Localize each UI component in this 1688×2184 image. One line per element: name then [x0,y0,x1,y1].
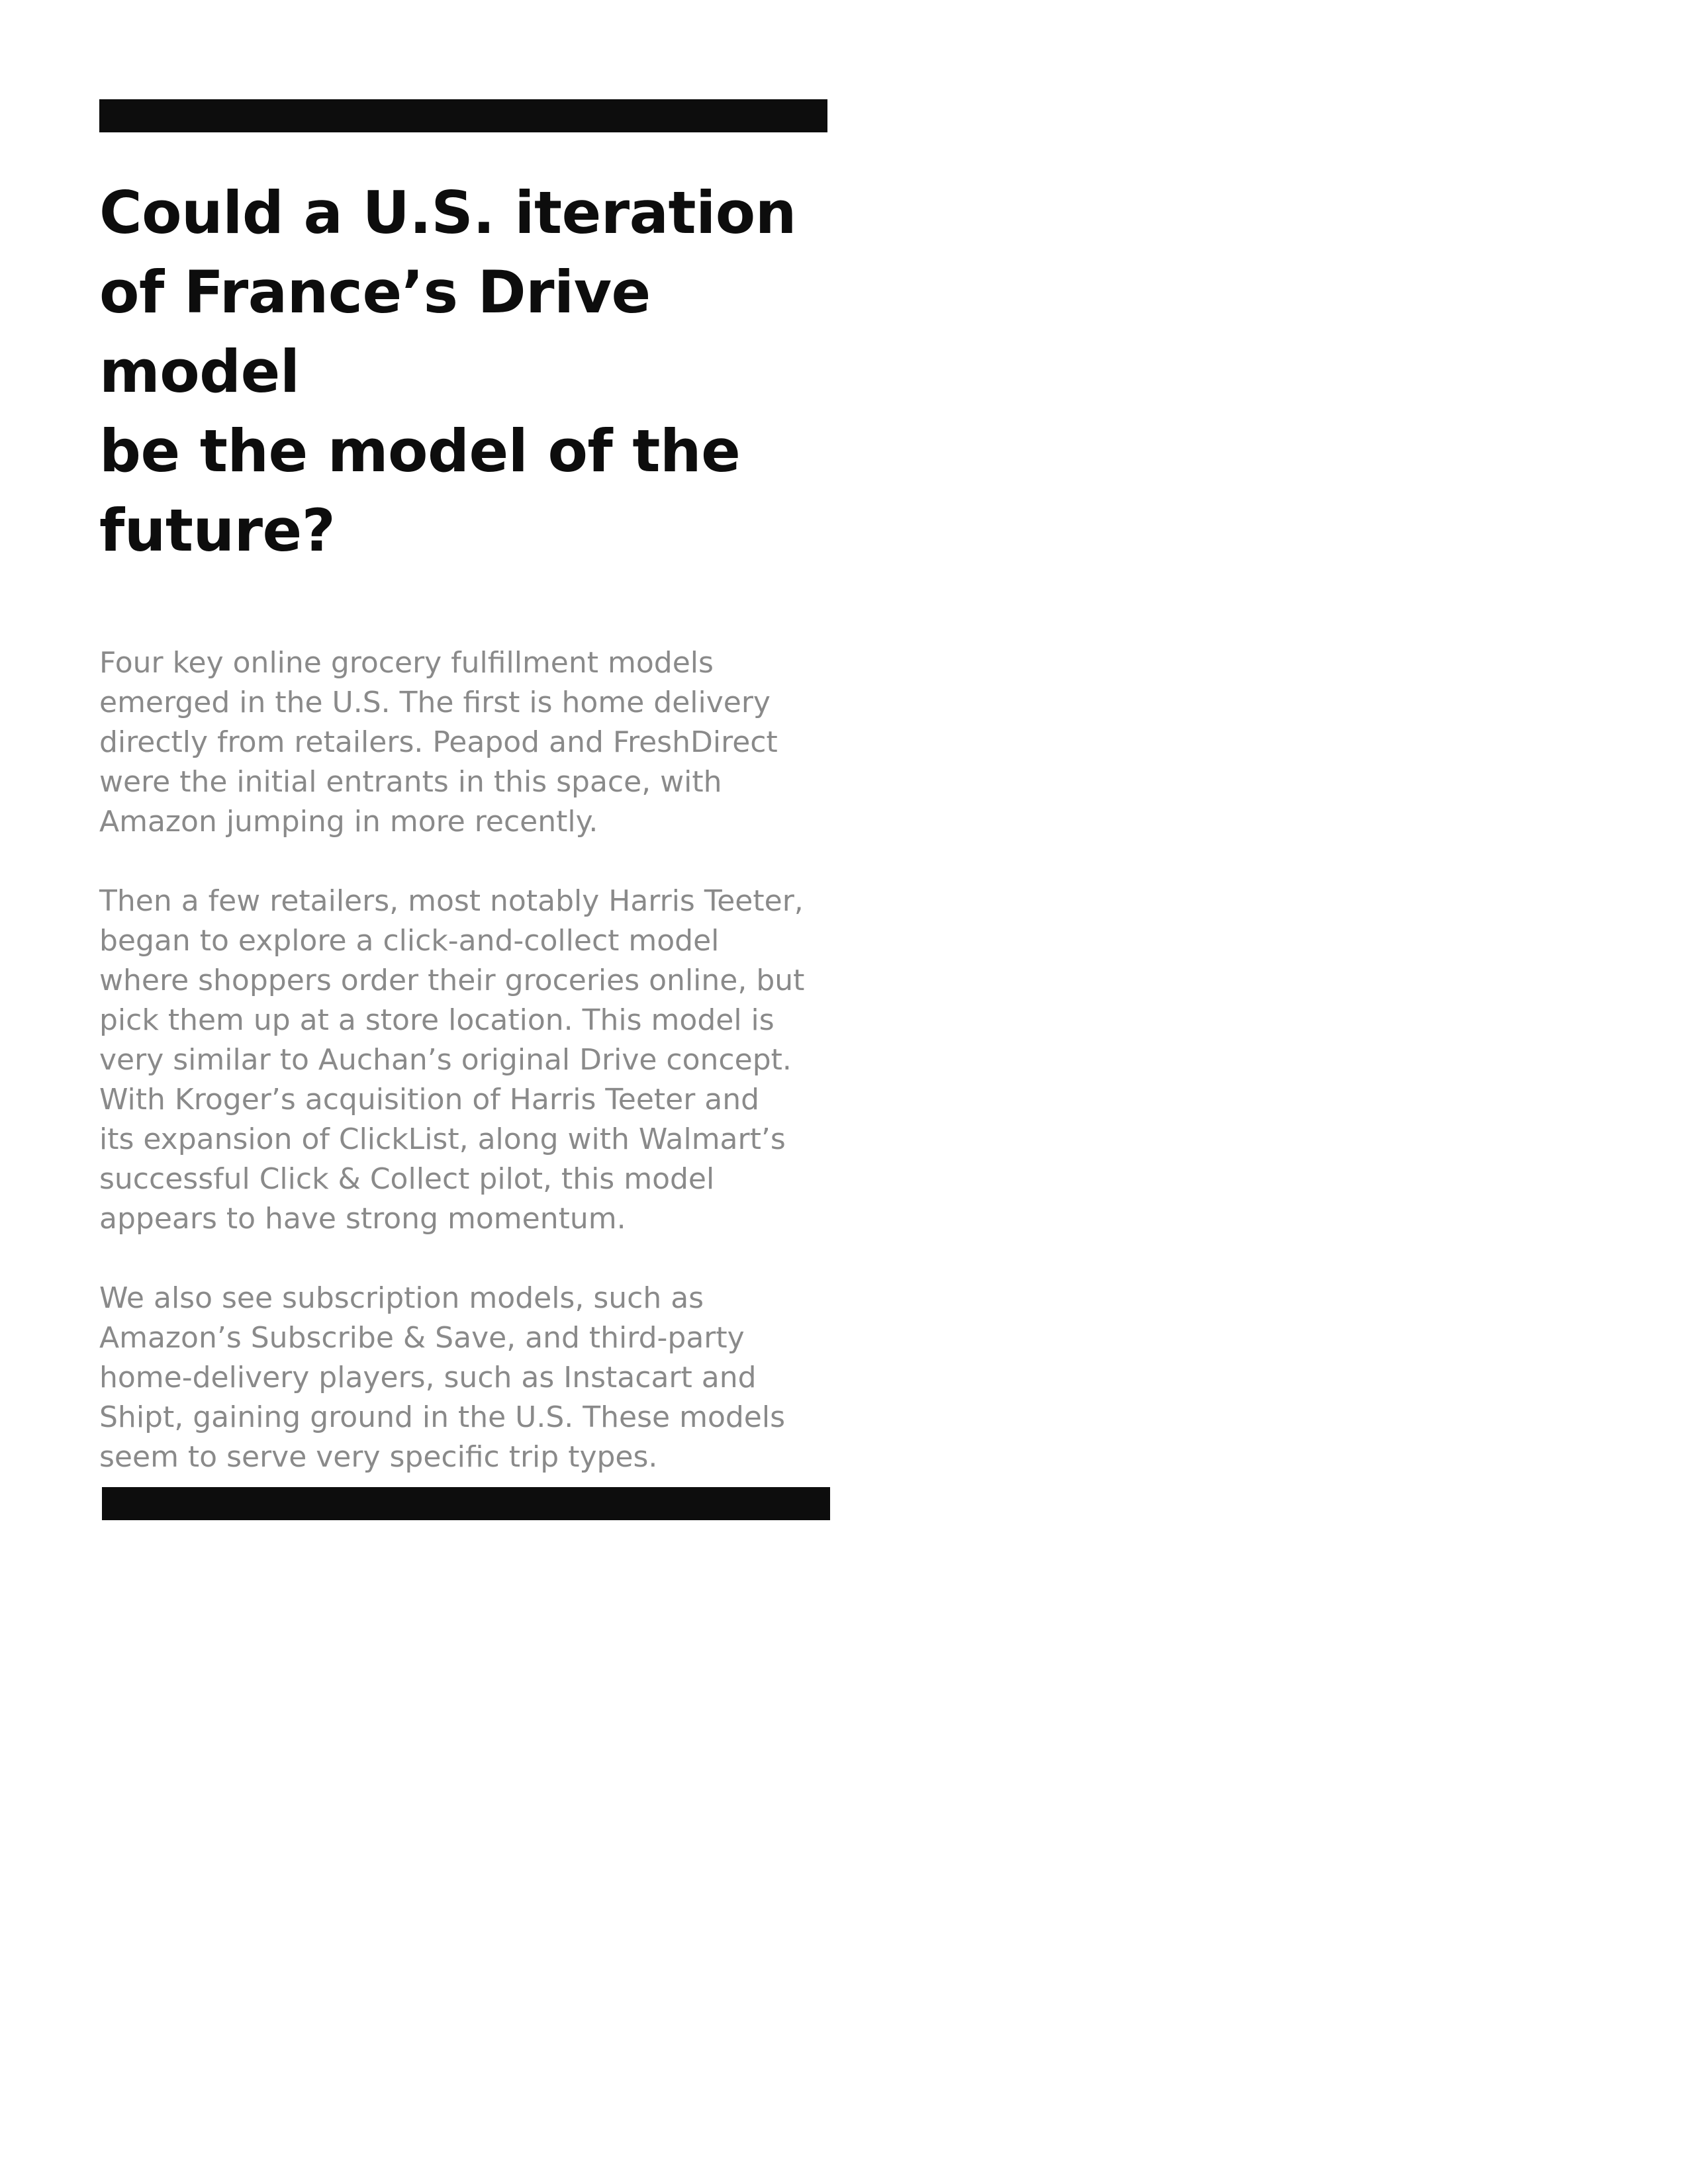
top-divider-bar [99,99,827,132]
article-body [99,643,834,1477]
article-headline: Could a U.S. iteration of France’s Drive model be the model of the future? [99,179,796,565]
bottom-divider-bar [102,1487,830,1520]
body-paragraph-2: Then a few retailers, most notably Harris Teeter, began to explore a click-and-collect model where shoppers order their groceries online, but pick them up at a store location. This model is very similar to Auchan’s original Drive concept. With Kroger’s acquisition of Harris Teeter and its expansion of ClickList, along with Walmart’s successful Click & Collect pilot, this model appears to have strong momentum. [99,884,805,1236]
body-paragraph-1: Four key online grocery fulfillment models emerged in the U.S. The first is home delivery directly from retailers. Peapod and FreshDirect were the initial entrants in this space, with Amazon jumping in more recently. [99,646,778,839]
article [99,173,834,1517]
body-paragraph-3: We also see subscription models, such as Amazon’s Subscribe & Save, and third-party home-delivery players, such as Instacart and Shipt, gaining ground in the U.S. These models seem to serve very specific trip types. [99,1281,786,1474]
